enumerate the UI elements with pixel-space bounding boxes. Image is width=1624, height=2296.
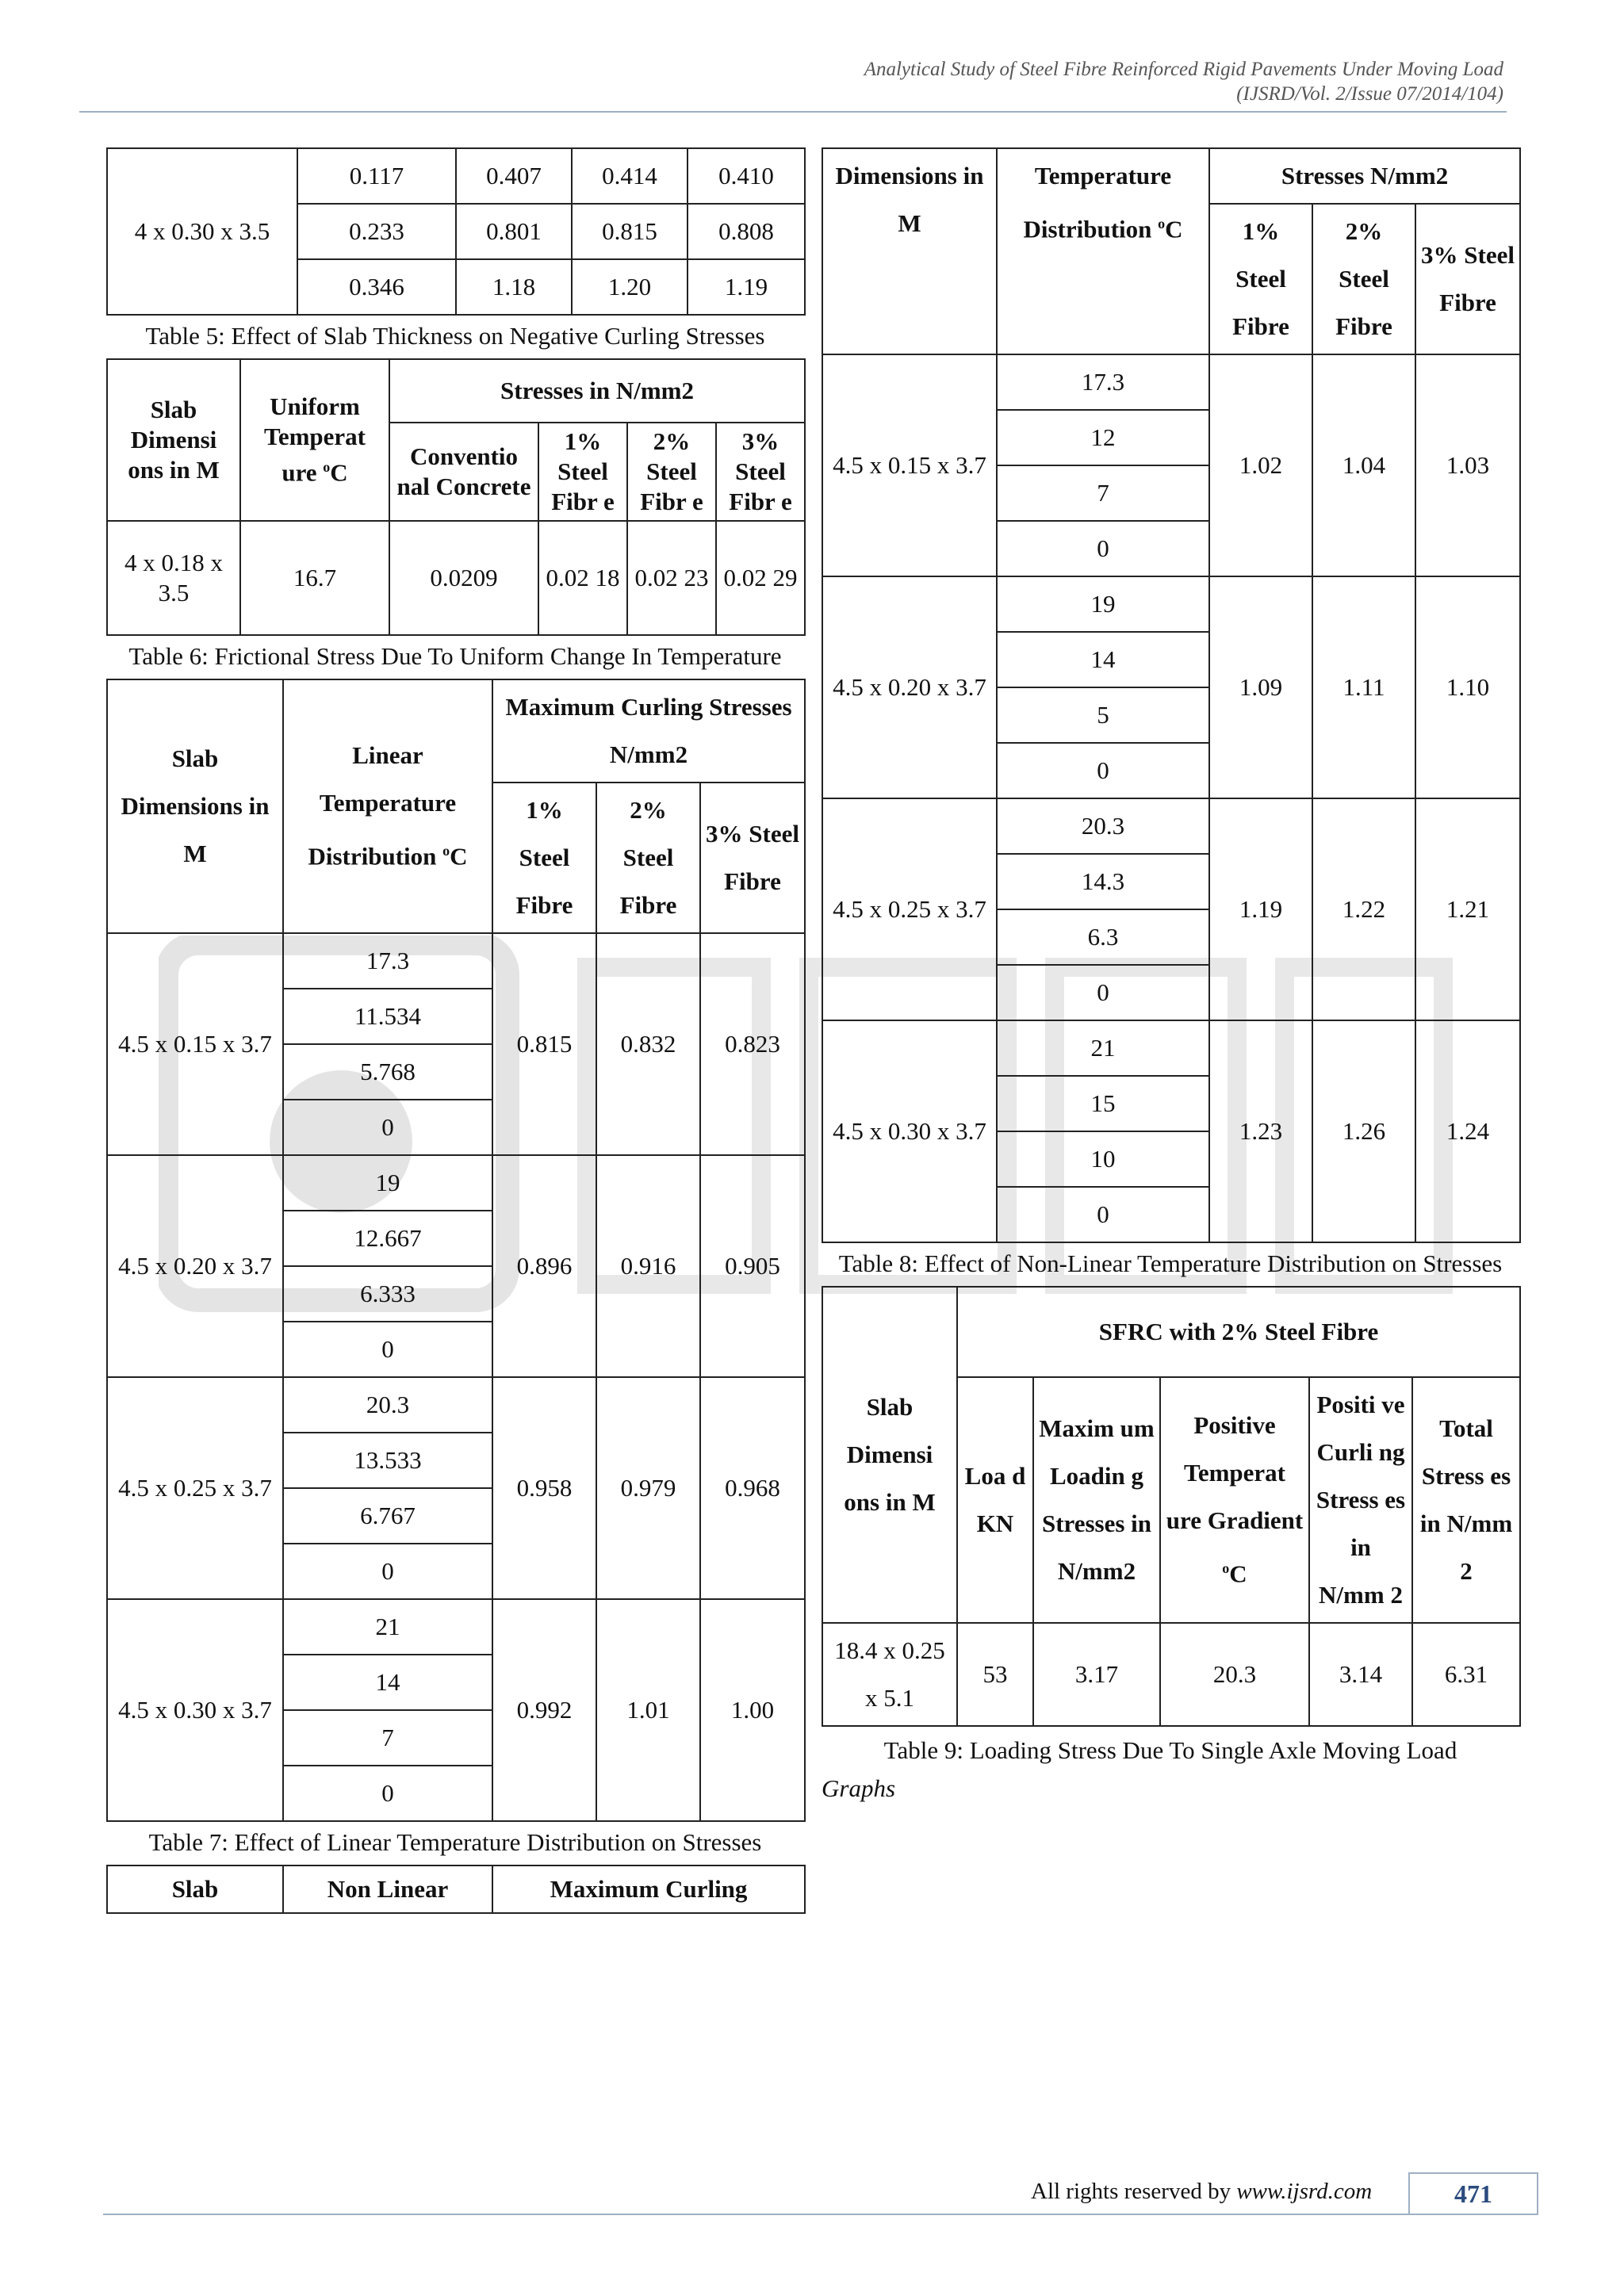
slab-dimension-cell: 4 x 0.30 x 3.5 — [107, 148, 297, 315]
temperature-cell: 0 — [283, 1100, 492, 1155]
temperature-cell: 11.534 — [283, 989, 492, 1044]
stress-cell: 1.10 — [1415, 576, 1520, 798]
stress-cell: 1.19 — [1209, 798, 1312, 1020]
stress-cell: 1.26 — [1312, 1020, 1415, 1242]
column-header: 3% Steel Fibre — [700, 783, 805, 933]
table-8-header-fragment — [106, 1865, 806, 1914]
stress-cell: 1.03 — [1415, 354, 1520, 576]
slab-dimension-cell: 4.5 x 0.20 x 3.7 — [107, 1155, 283, 1377]
table-cell: 18.4 x 0.25 x 5.1 — [822, 1623, 957, 1726]
temperature-cell: 0 — [997, 965, 1209, 1020]
table-cell: 0.407 — [456, 148, 572, 204]
table-5-caption: Table 5: Effect of Slab Thickness on Negative Curling Stresses — [145, 322, 765, 350]
temperature-cell: 21 — [997, 1020, 1209, 1076]
table-8-caption: Table 8: Effect of Non-Linear Temperature Distribution on Stresses — [838, 1249, 1503, 1277]
paper-citation: (IJSRD/Vol. 2/Issue 07/2014/104) — [1236, 83, 1503, 105]
temperature-cell: 20.3 — [997, 798, 1209, 854]
section-heading-graphs: Graphs — [822, 1774, 896, 1802]
stress-cell: 0.905 — [700, 1155, 805, 1377]
table-7-body — [107, 933, 805, 1821]
temperature-cell: 0 — [283, 1766, 492, 1821]
table-cell: 16.7 — [240, 521, 389, 635]
temperature-cell: 0 — [997, 521, 1209, 576]
temperature-cell: 0 — [283, 1322, 492, 1377]
temperature-cell: 0 — [283, 1544, 492, 1599]
temperature-cell: 10 — [997, 1131, 1209, 1187]
stress-cell: 1.02 — [1209, 354, 1312, 576]
stress-cell: 1.24 — [1415, 1020, 1520, 1242]
stress-cell: 0.815 — [492, 933, 596, 1155]
table-row — [107, 1599, 805, 1655]
column-header: 2% Steel Fibre — [1312, 204, 1415, 354]
left-column — [106, 147, 804, 1914]
temperature-cell: 0 — [997, 1187, 1209, 1242]
table-cell: 0.233 — [297, 204, 456, 259]
column-group-header: Stresses in N/mm2 — [389, 359, 805, 423]
slab-dimension-cell: 4.5 x 0.15 x 3.7 — [107, 933, 283, 1155]
temperature-cell: 5.768 — [283, 1044, 492, 1100]
temperature-cell: 14 — [997, 632, 1209, 687]
temperature-cell: 13.533 — [283, 1433, 492, 1488]
temperature-cell: 12 — [997, 410, 1209, 465]
column-group-header: Maximum Curling Stresses N/mm2 — [492, 679, 805, 783]
paper-title: Analytical Study of Steel Fibre Reinforced Rigid Pavements Under Moving Load — [864, 59, 1503, 80]
table-6-caption: Table 6: Frictional Stress Due To Uniform Change In Temperature — [128, 642, 782, 670]
stress-cell: 1.11 — [1312, 576, 1415, 798]
column-header: Slab Dimensions in M — [107, 679, 283, 933]
table-9-caption: Table 9: Loading Stress Due To Single Axle Moving Load — [883, 1736, 1457, 1764]
table-cell: 0.414 — [572, 148, 688, 204]
stress-cell: 0.896 — [492, 1155, 596, 1377]
table-cell: 0.410 — [688, 148, 805, 204]
table-cell: 3.17 — [1033, 1623, 1160, 1726]
temperature-cell: 7 — [283, 1710, 492, 1766]
table-8 — [822, 147, 1521, 1243]
table-header-row — [107, 1866, 805, 1913]
column-header: Non Linear — [283, 1866, 492, 1913]
temperature-cell: 0 — [997, 743, 1209, 798]
column-header: Uniform Temperat ure $^o$C — [240, 359, 389, 521]
column-header: Positi ve Curli ng Stress es in N/mm 2 — [1309, 1377, 1412, 1623]
column-group-header: SFRC with 2% Steel Fibre — [957, 1287, 1520, 1377]
column-header: Loa d KN — [957, 1377, 1033, 1623]
column-header: Maxim um Loadin g Stresses in N/mm2 — [1033, 1377, 1160, 1623]
slab-dimension-cell: 4.5 x 0.25 x 3.7 — [822, 798, 997, 1020]
stress-cell: 0.823 — [700, 933, 805, 1155]
table-header-row — [822, 1287, 1520, 1377]
column-header: 1% Steel Fibre — [492, 783, 596, 933]
column-header: Total Stress es in N/mm 2 — [1412, 1377, 1520, 1623]
header-rule — [79, 111, 1507, 113]
column-header: 2% Steel Fibre — [596, 783, 700, 933]
table-row — [107, 148, 805, 204]
table-cell: 53 — [957, 1623, 1033, 1726]
page-header — [864, 57, 1503, 106]
table-7-caption: Table 7: Effect of Linear Temperature Distribution on Stresses — [148, 1828, 762, 1856]
temperature-cell: 15 — [997, 1076, 1209, 1131]
table-row — [107, 933, 805, 989]
temperature-cell: 17.3 — [283, 933, 492, 989]
column-header: Dimensions in M — [822, 148, 997, 354]
footer-text: All rights reserved by — [1031, 2179, 1231, 2204]
column-header: Slab — [107, 1866, 283, 1913]
table-header-row — [822, 148, 1520, 204]
stress-cell: 0.832 — [596, 933, 700, 1155]
table-cell: 1.18 — [456, 259, 572, 315]
footer-rule — [103, 2214, 1530, 2215]
table-row — [822, 1020, 1520, 1076]
column-header: Maximum Curling — [492, 1866, 805, 1913]
stress-cell: 0.992 — [492, 1599, 596, 1821]
column-header: Slab Dimensi ons in M — [107, 359, 240, 521]
right-column — [822, 147, 1519, 1804]
table-cell: 4 x 0.18 x 3.5 — [107, 521, 240, 635]
table-cell: 0.815 — [572, 204, 688, 259]
table-cell: 0.117 — [297, 148, 456, 204]
slab-dimension-cell: 4.5 x 0.30 x 3.7 — [107, 1599, 283, 1821]
temperature-cell: 14.3 — [997, 854, 1209, 909]
temperature-cell: 20.3 — [283, 1377, 492, 1433]
temperature-cell: 17.3 — [997, 354, 1209, 410]
page-number: 471 — [1408, 2172, 1538, 2215]
table-8-body — [822, 354, 1520, 1242]
stress-cell: 0.916 — [596, 1155, 700, 1377]
column-header: Conventio nal Concrete — [389, 423, 538, 521]
table-cell: 0.801 — [456, 204, 572, 259]
stress-cell: 1.23 — [1209, 1020, 1312, 1242]
temperature-cell: 6.3 — [997, 909, 1209, 965]
table-cell: 6.31 — [1412, 1623, 1520, 1726]
table-row — [107, 1377, 805, 1433]
column-header: 2% Steel Fibr e — [627, 423, 716, 521]
stress-cell: 0.968 — [700, 1377, 805, 1599]
slab-dimension-cell: 4.5 x 0.25 x 3.7 — [107, 1377, 283, 1599]
table-cell: 0.02 18 — [538, 521, 627, 635]
table-row — [822, 798, 1520, 854]
temperature-cell: 19 — [997, 576, 1209, 632]
table-9 — [822, 1286, 1521, 1727]
stress-cell: 1.00 — [700, 1599, 805, 1821]
table-cell: 0.02 29 — [716, 521, 805, 635]
temperature-cell: 14 — [283, 1655, 492, 1710]
temperature-cell: 19 — [283, 1155, 492, 1211]
footer-rights — [1031, 2179, 1372, 2205]
column-header: Positive Temperat ure Gradient $^o$C — [1160, 1377, 1309, 1623]
table-cell: 1.19 — [688, 259, 805, 315]
table-header-row — [107, 359, 805, 423]
column-header: 3% Steel Fibre — [1415, 204, 1520, 354]
table-6 — [106, 358, 806, 636]
slab-dimension-cell: 4.5 x 0.20 x 3.7 — [822, 576, 997, 798]
table-cell: 1.20 — [572, 259, 688, 315]
table-7 — [106, 679, 806, 1822]
stress-cell: 1.22 — [1312, 798, 1415, 1020]
column-header: Linear Temperature Distribution $^o$C — [283, 679, 492, 933]
column-header: Temperature Distribution $^o$C — [997, 148, 1209, 354]
stress-cell: 1.01 — [596, 1599, 700, 1821]
table-cell: 20.3 — [1160, 1623, 1309, 1726]
temperature-cell: 6.333 — [283, 1266, 492, 1322]
table-row — [822, 1623, 1520, 1726]
table-row — [107, 521, 805, 635]
stress-cell: 1.09 — [1209, 576, 1312, 798]
temperature-cell: 6.767 — [283, 1488, 492, 1544]
table-cell: 0.02 23 — [627, 521, 716, 635]
table-row — [107, 1155, 805, 1211]
column-group-header: Stresses N/mm2 — [1209, 148, 1520, 204]
footer-site-link[interactable]: www.ijsrd.com — [1236, 2179, 1373, 2204]
slab-dimension-cell: 4.5 x 0.30 x 3.7 — [822, 1020, 997, 1242]
column-header: 3% Steel Fibr e — [716, 423, 805, 521]
stress-cell: 0.979 — [596, 1377, 700, 1599]
slab-dimension-cell: 4.5 x 0.15 x 3.7 — [822, 354, 997, 576]
table-row — [822, 576, 1520, 632]
stress-cell: 1.04 — [1312, 354, 1415, 576]
temperature-cell: 12.667 — [283, 1211, 492, 1266]
stress-cell: 0.958 — [492, 1377, 596, 1599]
table-cell: 0.808 — [688, 204, 805, 259]
table-cell: 0.346 — [297, 259, 456, 315]
temperature-cell: 5 — [997, 687, 1209, 743]
stress-cell: 1.21 — [1415, 798, 1520, 1020]
column-header: 1% Steel Fibr e — [538, 423, 627, 521]
column-header: Slab Dimensi ons in M — [822, 1287, 957, 1623]
table-header-row — [107, 679, 805, 783]
table-row — [822, 354, 1520, 410]
table-cell: 0.0209 — [389, 521, 538, 635]
table-cell: 3.14 — [1309, 1623, 1412, 1726]
temperature-cell: 21 — [283, 1599, 492, 1655]
table-5-tail — [106, 147, 806, 316]
temperature-cell: 7 — [997, 465, 1209, 521]
column-header: 1% Steel Fibre — [1209, 204, 1312, 354]
